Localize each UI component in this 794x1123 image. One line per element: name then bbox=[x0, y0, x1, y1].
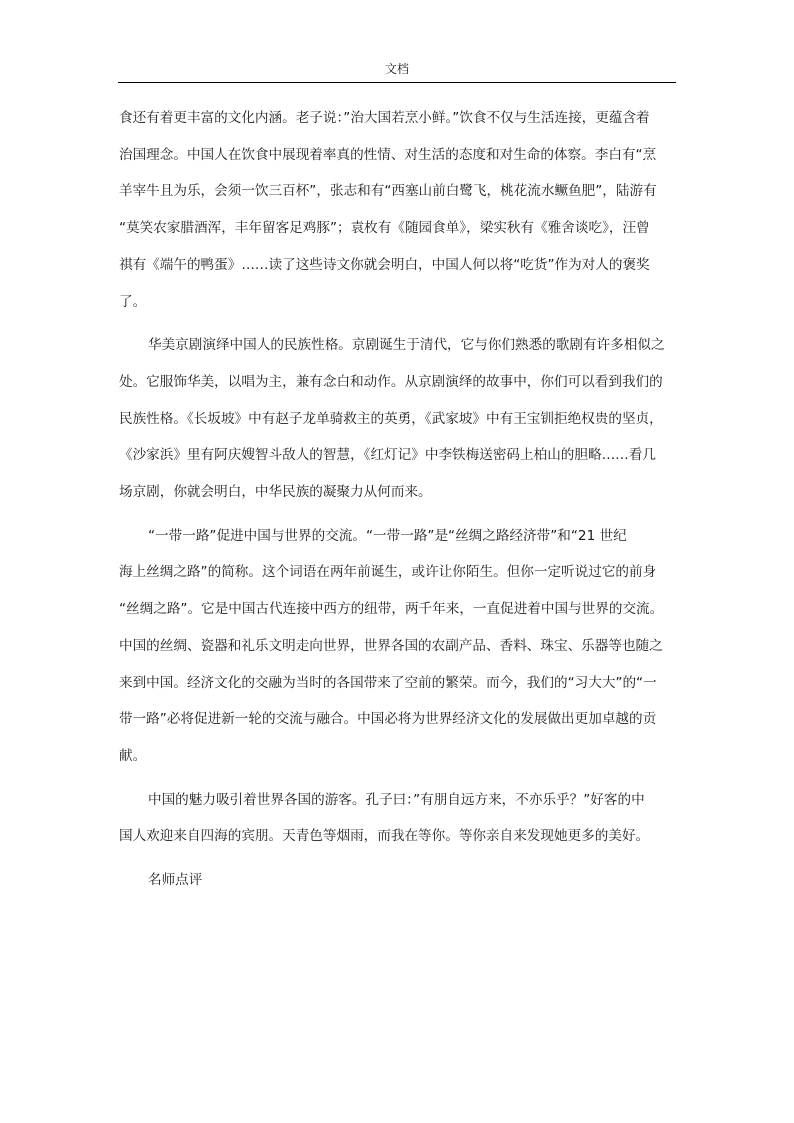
paragraph-belt-and-road bbox=[119, 518, 677, 775]
text-line: 国人欢迎来自四海的宾朋。天青色等烟雨，而我在等你。等你亲自来发现她更多的美好。 bbox=[119, 828, 650, 845]
text-line: 中国的丝绸、瓷器和礼乐文明走向世界，世界各国的农副产品、香料、珠宝、乐器等也随之 bbox=[119, 637, 663, 654]
text-line: 羊宰牛且为乐，会须一饮三百杯”，张志和有“西塞山前白鹭飞，桃花流水鳜鱼肥”，陆游有 bbox=[119, 183, 657, 200]
text-line: 治国理念。中国人在饮食中展现着率真的性情、对生活的态度和对生命的体察。李白有“烹 bbox=[119, 146, 657, 163]
text-line: 祺有《端午的鸭蛋》……读了这些诗文你就会明白，中国人何以将“吃货”作为对人的褒奖 bbox=[119, 256, 650, 273]
text-line: 食还有着更丰富的文化内涵。老子说：”治大国若烹小鲜。”饮食不仅与生活连接，更蕴含着 bbox=[119, 110, 650, 126]
text-line: 场京剧，你就会明白，中华民族的凝聚力从何而来。 bbox=[119, 484, 432, 501]
text-line: 了。 bbox=[119, 293, 147, 310]
text-line: 处。它服饰华美，以唱为主，兼有念白和动作。从京剧演绎的故事中，你们可以看到我们的 bbox=[119, 373, 663, 390]
text-line: “莫笑农家腊酒浑，丰年留客足鸡豚”；袁枚有《随园食单》，梁实秋有《雅舍谈吃》，汪曾 bbox=[119, 220, 650, 237]
text-line: “一带一路”促进中国与世界的交流。“一带一路”是“丝绸之路经济带”和“21 世纪 bbox=[148, 527, 627, 544]
text-line: 中国的魅力吸引着世界各国的游客。孔子曰：”有朋自远方来，不亦乐乎？”好客的中 bbox=[148, 791, 645, 808]
text-line: 来到中国。经济文化的交融为当时的各国带来了空前的繁荣。而今，我们的“习大大”的“一 bbox=[119, 674, 657, 691]
paragraph-peking-opera bbox=[119, 327, 677, 511]
text-line: 献。 bbox=[119, 747, 147, 764]
text-line: 华美京剧演绎中国人的民族性格。京剧诞生于清代，它与你们熟悉的歌剧有许多相似之 bbox=[148, 337, 665, 354]
paragraph-teacher-review bbox=[119, 862, 677, 899]
text-line: “丝绸之路”。它是中国古代连接中西方的纽带，两千年来，一直促进着中国与世界的交流。 bbox=[119, 601, 664, 618]
text-line: 海上丝绸之路”的简称。这个词语在两年前诞生，或许让你陌生。但你一定听说过它的前身 bbox=[119, 564, 657, 581]
paragraph-china-charm bbox=[119, 782, 677, 855]
document-body bbox=[119, 100, 677, 899]
page-header: 文档 bbox=[118, 58, 676, 83]
section-heading: 名师点评 bbox=[148, 872, 203, 889]
paragraph-food-culture bbox=[119, 100, 677, 320]
text-line: 带一路”必将促进新一轮的交流与融合。中国必将为世界经济文化的发展做出更加卓越的贡 bbox=[119, 711, 657, 728]
text-line: 民族性格。《长坂坡》中有赵子龙单骑救主的英勇，《武家坡》中有王宝钏拒绝权贵的坚贞， bbox=[119, 410, 663, 427]
text-line: 《沙家浜》里有阿庆嫂智斗敌人的智慧，《红灯记》中李铁梅送密码上柏山的胆略……看几 bbox=[119, 447, 656, 464]
